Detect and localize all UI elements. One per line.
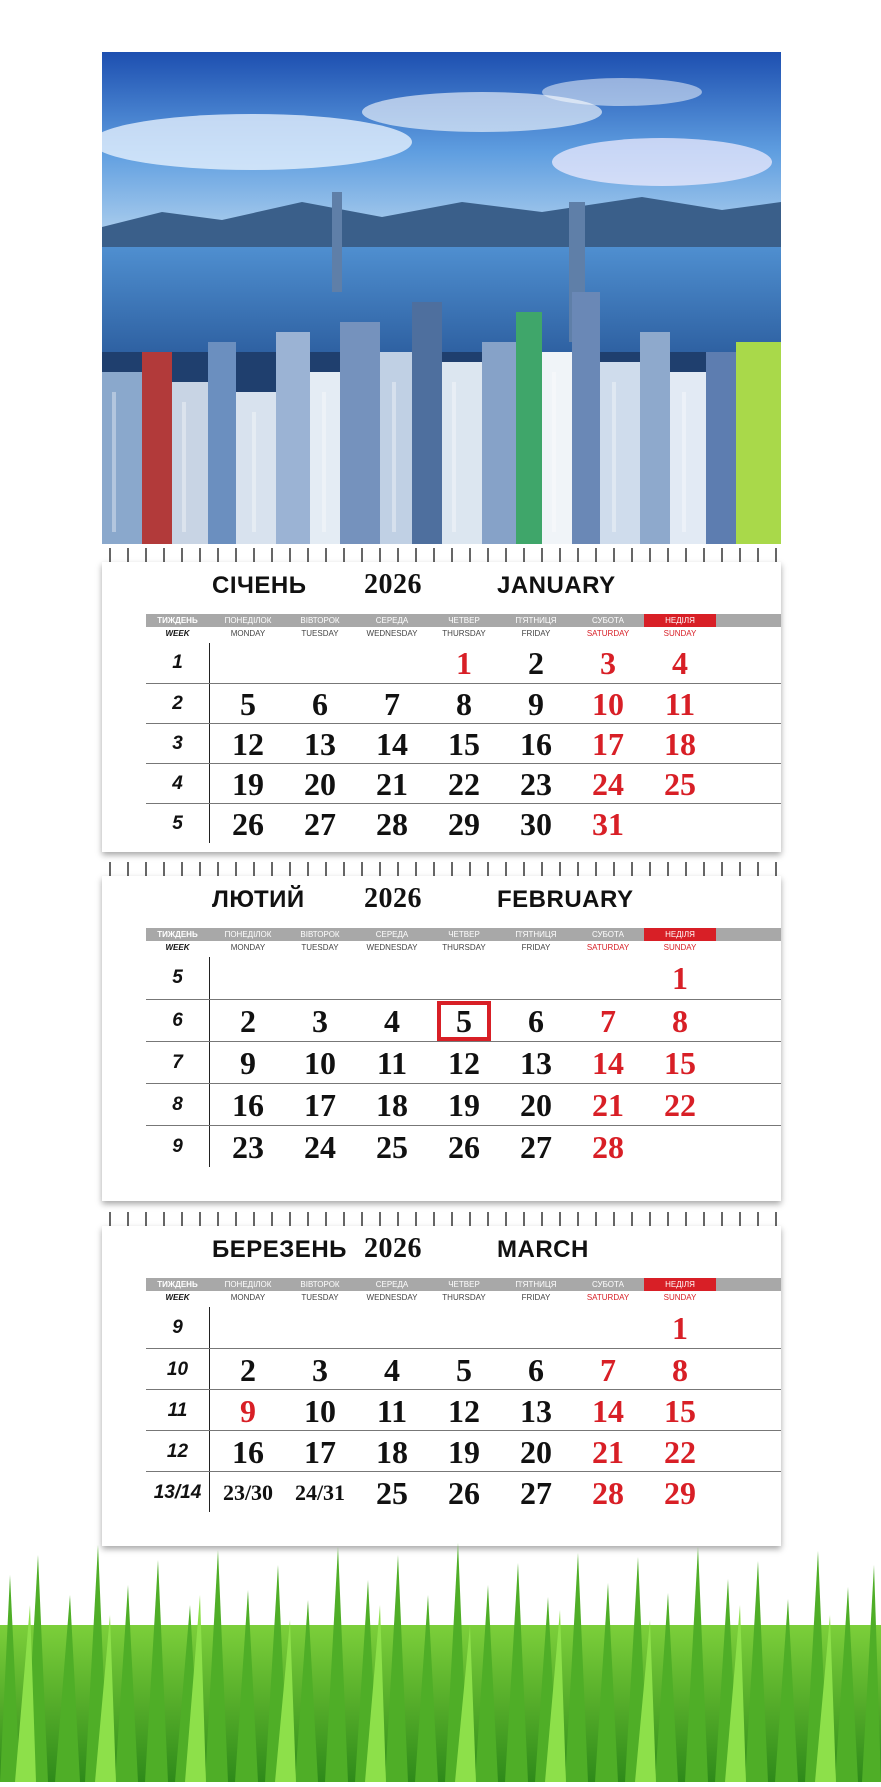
day-cell[interactable]: 12 — [448, 1392, 480, 1429]
day-cell[interactable]: 10 — [304, 1045, 336, 1081]
day-cell[interactable]: 29 — [664, 1474, 696, 1511]
month-name-ua: БЕРЕЗЕНЬ — [212, 1236, 347, 1263]
day-cell[interactable]: 6 — [312, 686, 328, 722]
day-cell[interactable]: 14 — [592, 1392, 624, 1429]
day-cell[interactable]: 6 — [528, 1351, 544, 1388]
day-cell[interactable]: 9 — [528, 686, 544, 722]
week-number: 11 — [167, 1399, 188, 1421]
day-cell[interactable]: 14 — [592, 1045, 624, 1081]
day-cell[interactable]: 14 — [376, 726, 408, 762]
day-cell[interactable]: 11 — [376, 1045, 408, 1081]
month-block-january — [102, 562, 781, 852]
week-number: 6 — [172, 1010, 183, 1031]
grass-decoration — [0, 1535, 881, 1782]
weekday-en-0: MONDAY — [230, 1293, 266, 1302]
day-cell[interactable]: 20 — [304, 766, 336, 802]
week-label-en: WEEK — [165, 1293, 190, 1302]
weekday-bar-ua — [146, 614, 781, 627]
day-cell[interactable]: 11 — [376, 1392, 408, 1429]
year-label: 2026 — [364, 1233, 422, 1264]
day-cell[interactable]: 31 — [592, 806, 624, 842]
weekday-en-5: SATURDAY — [586, 629, 630, 638]
day-cell[interactable]: 1 — [456, 645, 472, 681]
weekday-ua-3: ЧЕТВЕР — [448, 1280, 480, 1289]
day-cell[interactable]: 16 — [232, 1433, 264, 1470]
weekday-ua-1: ВІВТОРОК — [300, 1280, 340, 1289]
day-cell[interactable]: 8 — [456, 686, 472, 722]
week-label-en: WEEK — [165, 943, 190, 952]
year-label: 2026 — [364, 883, 422, 914]
weekday-en-6: SUNDAY — [663, 629, 697, 638]
day-cell[interactable]: 11 — [664, 686, 696, 722]
day-cell[interactable]: 5 — [456, 1351, 472, 1388]
day-cell[interactable]: 24/31 — [294, 1479, 346, 1505]
weekday-bar-en — [146, 627, 781, 643]
day-cell[interactable]: 3 — [600, 645, 616, 681]
day-cell[interactable]: 21 — [376, 766, 408, 802]
weekday-ua-4: П'ЯТНИЦЯ — [515, 930, 557, 939]
weekday-ua-0: ПОНЕДІЛОК — [224, 930, 272, 939]
weekday-en-4: FRIDAY — [521, 629, 551, 638]
weekday-ua-5: СУБОТА — [592, 616, 624, 625]
day-cell[interactable]: 23 — [520, 766, 552, 802]
day-cell[interactable]: 27 — [304, 806, 336, 842]
day-cell[interactable]: 15 — [664, 1045, 696, 1081]
month-header — [102, 876, 781, 928]
weekday-ua-4: П'ЯТНИЦЯ — [515, 1280, 557, 1289]
day-cell[interactable]: 24 — [592, 766, 624, 802]
day-cell[interactable]: 5 — [240, 686, 256, 722]
weekday-en-2: WEDNESDAY — [366, 1293, 418, 1302]
weekday-bar-ua — [146, 928, 781, 941]
day-cell[interactable]: 22 — [664, 1087, 696, 1123]
weekday-en-1: TUESDAY — [301, 943, 339, 952]
day-cell[interactable]: 12 — [448, 1045, 480, 1081]
day-cell[interactable]: 30 — [520, 806, 552, 842]
weekday-en-1: TUESDAY — [301, 1293, 339, 1302]
month-name-ua: СІЧЕНЬ — [212, 572, 307, 599]
weekday-en-4: FRIDAY — [521, 1293, 551, 1302]
day-cell[interactable]: 17 — [304, 1087, 336, 1123]
weekday-en-4: FRIDAY — [521, 943, 551, 952]
day-cell[interactable]: 18 — [664, 726, 696, 762]
day-cell[interactable]: 29 — [448, 806, 480, 842]
weekday-ua-1: ВІВТОРОК — [300, 616, 340, 625]
week-row — [146, 643, 781, 683]
day-cell[interactable]: 21 — [592, 1433, 624, 1470]
day-cell[interactable]: 4 — [384, 1003, 400, 1039]
week-number: 2 — [172, 693, 183, 714]
day-cell[interactable]: 22 — [448, 766, 480, 802]
weekday-en-0: MONDAY — [230, 943, 266, 952]
day-cell[interactable]: 21 — [592, 1087, 624, 1123]
month-block-march — [102, 1226, 781, 1546]
day-cell[interactable]: 28 — [592, 1474, 624, 1511]
weekday-en-1: TUESDAY — [301, 629, 339, 638]
day-cell[interactable]: 25 — [376, 1474, 408, 1511]
week-row — [146, 1348, 781, 1390]
weekday-ua-2: СЕРЕДА — [375, 1280, 409, 1289]
week-number: 9 — [172, 1316, 183, 1338]
day-cell[interactable]: 23/30 — [222, 1479, 274, 1505]
weekday-en-2: WEDNESDAY — [366, 629, 418, 638]
calendar-grid — [102, 957, 781, 1167]
week-row — [146, 957, 781, 999]
day-cell[interactable]: 18 — [376, 1087, 408, 1123]
day-cell[interactable]: 7 — [600, 1003, 616, 1039]
day-cell[interactable]: 2 — [240, 1003, 256, 1039]
calendar-grid — [102, 1307, 781, 1512]
day-cell[interactable]: 27 — [520, 1474, 552, 1511]
week-label-ua: ТИЖДЕНЬ — [157, 930, 198, 939]
week-row — [146, 1471, 781, 1513]
week-row — [146, 999, 781, 1042]
weekday-ua-0: ПОНЕДІЛОК — [224, 1280, 272, 1289]
day-cell[interactable]: 9 — [240, 1392, 256, 1429]
weekday-bar-en — [146, 941, 781, 957]
day-cell[interactable]: 9 — [240, 1045, 256, 1081]
day-cell[interactable]: 7 — [384, 686, 400, 722]
day-cell[interactable]: 8 — [672, 1351, 688, 1388]
weekday-ua-1: ВІВТОРОК — [300, 930, 340, 939]
weekday-ua-5: СУБОТА — [592, 930, 624, 939]
weekday-ua-3: ЧЕТВЕР — [448, 616, 480, 625]
day-cell[interactable]: 19 — [448, 1433, 480, 1470]
weekday-ua-3: ЧЕТВЕР — [448, 930, 480, 939]
day-cell[interactable]: 2 — [240, 1351, 256, 1388]
day-cell[interactable]: 10 — [304, 1392, 336, 1429]
day-cell[interactable]: 28 — [592, 1129, 624, 1165]
week-number: 1 — [172, 652, 183, 673]
week-label-en: WEEK — [165, 629, 190, 638]
week-number: 5 — [172, 967, 183, 988]
month-block-february — [102, 876, 781, 1201]
weekday-ua-2: СЕРЕДА — [375, 930, 409, 939]
day-cell[interactable]: 25 — [376, 1129, 408, 1165]
day-cell[interactable]: 4 — [384, 1351, 400, 1388]
day-cell[interactable]: 15 — [664, 1392, 696, 1429]
week-label-ua: ТИЖДЕНЬ — [157, 1280, 198, 1289]
month-name-en: FEBRUARY — [497, 886, 634, 913]
week-number: 8 — [172, 1094, 183, 1115]
day-cell[interactable]: 28 — [376, 806, 408, 842]
month-name-en: MARCH — [497, 1236, 589, 1263]
weekday-ua-6: НЕДІЛЯ — [644, 614, 716, 627]
day-cell[interactable]: 3 — [312, 1351, 328, 1388]
weekday-ua-2: СЕРЕДА — [375, 616, 409, 625]
week-number: 4 — [172, 773, 183, 794]
week-row — [146, 683, 781, 724]
weekday-en-0: MONDAY — [230, 629, 266, 638]
day-cell[interactable]: 24 — [304, 1129, 336, 1165]
day-cell[interactable]: 27 — [520, 1129, 552, 1165]
weekday-en-3: THURSDAY — [442, 943, 486, 952]
week-row — [146, 1083, 781, 1126]
day-cell[interactable]: 12 — [232, 726, 264, 762]
month-header — [102, 1226, 781, 1278]
week-row — [146, 1125, 781, 1168]
day-cell[interactable]: 6 — [528, 1003, 544, 1039]
weekday-en-3: THURSDAY — [442, 629, 486, 638]
month-name-ua: ЛЮТИЙ — [212, 886, 305, 913]
day-cell[interactable]: 15 — [448, 726, 480, 762]
today-marker — [437, 1001, 491, 1041]
week-label-ua: ТИЖДЕНЬ — [157, 616, 198, 625]
weekday-bar-ua — [146, 1278, 781, 1291]
month-name-en: JANUARY — [497, 572, 616, 599]
weekday-ua-6: НЕДІЛЯ — [644, 1278, 716, 1291]
day-cell[interactable]: 5 — [456, 1003, 472, 1039]
weekday-ua-4: П'ЯТНИЦЯ — [515, 616, 557, 625]
day-cell[interactable]: 16 — [520, 726, 552, 762]
week-row — [146, 723, 781, 764]
day-cell[interactable]: 18 — [376, 1433, 408, 1470]
day-cell[interactable]: 13 — [304, 726, 336, 762]
week-number: 9 — [172, 1136, 183, 1157]
week-row — [146, 1041, 781, 1084]
weekday-en-5: SATURDAY — [586, 1293, 630, 1302]
week-number: 10 — [166, 1358, 189, 1380]
weekday-en-5: SATURDAY — [586, 943, 630, 952]
day-cell[interactable]: 4 — [672, 645, 688, 681]
weekday-ua-0: ПОНЕДІЛОК — [224, 616, 272, 625]
day-cell[interactable]: 1 — [672, 1309, 688, 1346]
day-cell[interactable]: 17 — [304, 1433, 336, 1470]
city-skyline-photo — [102, 52, 781, 544]
day-cell[interactable]: 20 — [520, 1087, 552, 1123]
week-number: 3 — [172, 733, 183, 754]
day-cell[interactable]: 22 — [664, 1433, 696, 1470]
day-cell[interactable]: 26 — [448, 1474, 480, 1511]
day-cell[interactable]: 8 — [672, 1003, 688, 1039]
week-number: 5 — [172, 813, 183, 834]
day-cell[interactable]: 13 — [520, 1392, 552, 1429]
weekday-en-3: THURSDAY — [442, 1293, 486, 1302]
day-cell[interactable]: 26 — [448, 1129, 480, 1165]
day-cell[interactable]: 17 — [592, 726, 624, 762]
week-number: 7 — [172, 1052, 183, 1073]
weekday-en-2: WEDNESDAY — [366, 943, 418, 952]
weekday-en-6: SUNDAY — [663, 1293, 697, 1302]
week-number: 13/14 — [153, 1481, 202, 1503]
weekday-ua-5: СУБОТА — [592, 1280, 624, 1289]
day-cell[interactable]: 10 — [592, 686, 624, 722]
weekday-bar-en — [146, 1291, 781, 1307]
weekday-en-6: SUNDAY — [663, 943, 697, 952]
week-row — [146, 1430, 781, 1472]
week-row — [146, 1389, 781, 1431]
day-cell[interactable]: 3 — [312, 1003, 328, 1039]
month-header — [102, 562, 781, 614]
day-cell[interactable]: 1 — [672, 960, 688, 996]
day-cell[interactable]: 16 — [232, 1087, 264, 1123]
day-cell[interactable]: 7 — [600, 1351, 616, 1388]
day-cell[interactable]: 2 — [528, 645, 544, 681]
calendar-grid — [102, 643, 781, 843]
week-row — [146, 803, 781, 844]
day-cell[interactable]: 26 — [232, 806, 264, 842]
day-cell[interactable]: 13 — [520, 1045, 552, 1081]
day-cell[interactable]: 23 — [232, 1129, 264, 1165]
weekday-ua-6: НЕДІЛЯ — [644, 928, 716, 941]
year-label: 2026 — [364, 569, 422, 600]
week-number: 12 — [166, 1440, 189, 1462]
week-row — [146, 763, 781, 804]
day-cell[interactable]: 20 — [520, 1433, 552, 1470]
day-cell[interactable]: 25 — [664, 766, 696, 802]
day-cell[interactable]: 19 — [232, 766, 264, 802]
day-cell[interactable]: 19 — [448, 1087, 480, 1123]
week-row — [146, 1307, 781, 1348]
